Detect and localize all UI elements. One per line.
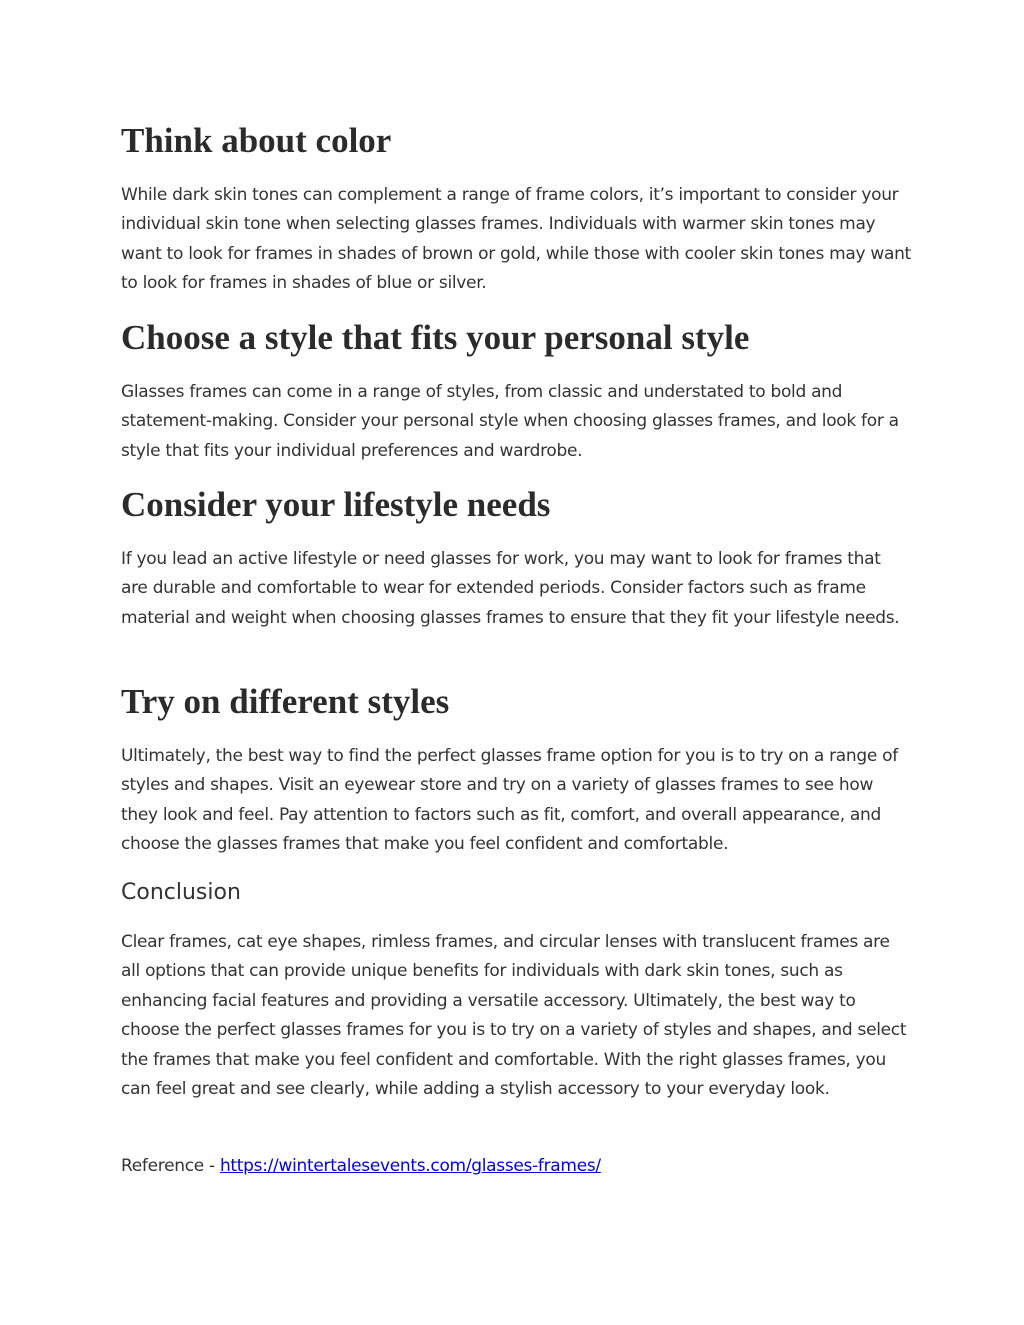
- reference-link[interactable]: https://wintertalesevents.com/glasses-frames/: [219, 1156, 601, 1176]
- paragraph-think-about-color: While dark skin tones can complement a range of frame colors, it’s important to consider your individual skin tone when selecting glasses frames. Individuals with warmer skin tones may want to look for frames in shades of brown or gold, while those with cooler skin tones may want to look for frames in shades of blue or silver.: [121, 185, 911, 294]
- paragraph-choose-a-style: Glasses frames can come in a range of styles, from classic and understated to bold and statement-making. Consider your personal style when choosing glasses frames, and look for a style that fits your individual preferences and wardrobe.: [121, 382, 899, 461]
- reference-label: Reference -: [121, 1156, 220, 1176]
- heading-choose-a-style: Choose a style that fits your personal style: [121, 318, 750, 357]
- paragraph-lifestyle-needs: If you lead an active lifestyle or need glasses for work, you may want to look for frames that are durable and comfortable to wear for extended periods. Consider factors such as frame material and weight when choosing glasses frames to ensure that they fit your lifestyle needs.: [121, 549, 900, 628]
- heading-think-about-color: Think about color: [121, 121, 392, 160]
- reference-line: [121, 1152, 911, 1181]
- paragraph-try-on-styles: Ultimately, the best way to find the perfect glasses frame option for you is to try on a range of styles and shapes. Visit an eyewear store and try on a variety of glasses frames to see how they look and feel. Pay attention to factors such as fit, comfort, and overall appearance, and choose the glasses frames that make you feel confident and comfortable.: [121, 746, 898, 855]
- paragraph-conclusion: Clear frames, cat eye shapes, rimless frames, and circular lenses with translucent frames are all options that can provide unique benefits for individuals with dark skin tones, such as enhancing facial features and providing a versatile accessory. Ultimately, the best way to choose the perfect glasses frames for you is to try on a variety of styles and shapes, and select the frames that make you feel confident and comfortable. With the right glasses frames, you can feel great and see clearly, while adding a stylish accessory to your everyday look.: [121, 932, 907, 1100]
- heading-try-on-styles: Try on different styles: [121, 682, 450, 721]
- heading-conclusion: Conclusion: [121, 880, 241, 905]
- heading-lifestyle-needs: Consider your lifestyle needs: [121, 485, 551, 524]
